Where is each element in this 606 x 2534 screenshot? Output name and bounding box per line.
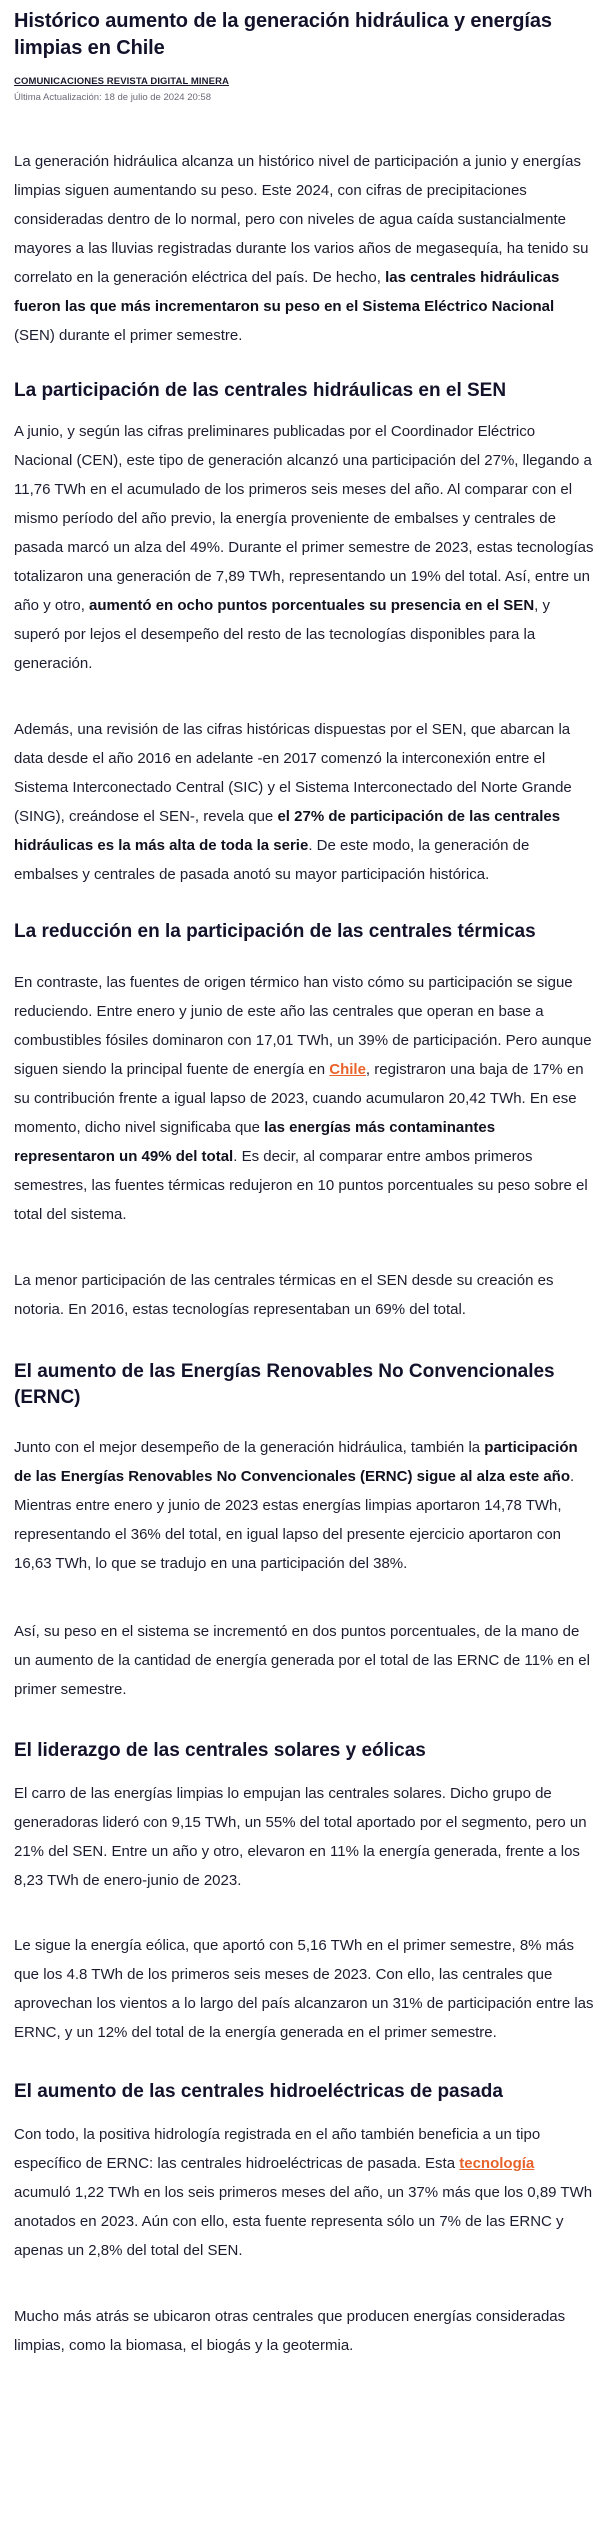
heading-pasada: El aumento de las centrales hidroeléctricas de pasada (14, 2081, 503, 2102)
author-link[interactable]: COMUNICACIONES REVISTA DIGITAL MINERA (14, 76, 229, 87)
last-updated-date: Última Actualización: 18 de julio de 2024 20:58 (14, 92, 211, 103)
text-run: A junio, y según las cifras preliminares publicadas por el Coordinador Eléctrico Nacional (CEN), este tipo de generación alcanzó una participación del 27%, llegando a 11,76 TWh en el acumulado de los primeros seis meses del año. Al comparar con el mismo período del año previo, la energía proveniente de embalses y centrales de pasada marcó un alza del 49%. Durante el primer semestre de 2023, estas tecnologías totalizaron una generación de 7,89 TWh, representando un 19% del total. Así, entre un año y otro, (14, 423, 594, 614)
bold-text: el 27% de participación de las centrales hidráulicas es la más alta de toda la serie (14, 808, 561, 854)
paragraph-ernc-peso: Así, su peso en el sistema se incrementó en dos puntos porcentuales, de la mano de un aumento de la cantidad de energía generada por el total de las ERNC de 11% en el primer semestre. (14, 1623, 590, 1698)
heading-ernc: El aumento de las Energías Renovables No Convencionales (ERNC) (14, 1361, 555, 1408)
paragraph-otras: Mucho más atrás se ubicaron otras centrales que producen energías consideradas limpias, como la biomasa, el biogás y la geotermia. (14, 2308, 566, 2354)
paragraph-eolica: Le sigue la energía eólica, que aportó con 5,16 TWh en el primer semestre, 8% más que los 4.8 TWh de los primeros seis meses de 2023. Con ello, las centrales que aprovechan los vientos a lo largo del país alcanzaron un 31% de participación entre las ERNC, y un 12% del total de la energía generada en el primer semestre. (14, 1937, 594, 2041)
text-run: , y superó por lejos el desempeño del resto de las tecnologías disponibles para la generación. (14, 597, 550, 672)
text-run: En contraste, las fuentes de origen térmico han visto cómo su participación se sigue reduciendo. Entre enero y junio de este año las centrales que operan en base a combustibles fósiles dominaron con 17,01 TWh, un 39% de participación. Pero aunque siguen siendo la principal fuente de energía en (14, 974, 592, 1078)
heading-solares-eolicas: El liderazgo de las centrales solares y eólicas (14, 1740, 426, 1761)
paragraph-ernc (14, 1433, 594, 1578)
bold-text: las energías más contaminantes representaron un 49% del total (14, 1119, 496, 1165)
paragraph-termicas-historia: La menor participación de las centrales térmicas en el SEN desde su creación es notoria. En 2016, estas tecnologías representaban un 69% del total. (14, 1272, 554, 1318)
text-run: , registraron una baja de 17% en su contribución frente a igual lapso de 2023, cuando acumularon 20,42 TWh. En ese momento, dicho nivel significaba que (14, 1061, 584, 1136)
text-run: Además, una revisión de las cifras históricas dispuestas por el SEN, que abarcan la data desde el año 2016 en adelante -en 2017 comenzó la interconexión entre el Sistema Interconectado Central (SIC) y el Sistema Interconectado del Norte Grande (SING), creándose el SEN-, revela que (14, 721, 572, 825)
paragraph-intro (14, 147, 594, 350)
chile-link[interactable]: Chile (329, 1061, 366, 1078)
text-run: . Es decir, al comparar entre ambos primeros semestres, las fuentes térmicas redujeron en 10 puntos porcentuales su peso sobre el total del sistema. (14, 1148, 588, 1223)
text-run: La generación hidráulica alcanza un histórico nivel de participación a junio y energías limpias siguen aumentando su peso. Este 2024, con cifras de precipitaciones consideradas dentro de lo normal, pero con niveles de agua caída sustancialmente mayores a las lluvias registradas durante los varios años de megasequía, ha tenido su correlato en la generación eléctrica del país. De hecho, (14, 153, 589, 286)
paragraph-historico (14, 715, 594, 889)
heading-termicas: La reducción en la participación de las centrales térmicas (14, 921, 536, 942)
article-title: Histórico aumento de la generación hidráulica y energías limpias en Chile (14, 10, 552, 59)
text-run: Junto con el mejor desempeño de la generación hidráulica, también la (14, 1439, 485, 1456)
paragraph-solares: El carro de las energías limpias lo empujan las centrales solares. Dicho grupo de generadoras lideró con 9,15 TWh, un 55% del total aportado por el segmento, pero un 21% del SEN. Entre un año y otro, elevaron en 11% la energía generada, frente a los 8,23 TWh de enero-junio de 2023. (14, 1785, 587, 1889)
text-run: . Mientras entre enero y junio de 2023 estas energías limpias aportaron 14,78 TWh, representando el 36% del total, en igual lapso del presente ejercicio aportaron con 16,63 TWh, lo que se tradujo en una participación del 38%. (14, 1468, 575, 1572)
bold-text: participación de las Energías Renovables No Convencionales (ERNC) sigue al alza este año (14, 1439, 578, 1485)
tecnologia-link[interactable]: tecnología (459, 2155, 535, 2172)
bold-text: las centrales hidráulicas fueron las que más incrementaron su peso en el Sistema Eléctrico Nacional (14, 269, 560, 315)
text-run: . De este modo, la generación de embalses y centrales de pasada anotó su mayor participación histórica. (14, 837, 530, 883)
paragraph-pasada (14, 2120, 594, 2265)
text-run: Con todo, la positiva hidrología registrada en el año también beneficia a un tipo específico de ERNC: las centrales hidroeléctricas de pasada. Esta (14, 2126, 541, 2172)
text-run: (SEN) durante el primer semestre. (14, 327, 243, 344)
bold-text: aumentó en ocho puntos porcentuales su presencia en el SEN (89, 597, 535, 614)
paragraph-termicas (14, 968, 594, 1229)
heading-hidraulicas-sen: La participación de las centrales hidráulicas en el SEN (14, 380, 507, 401)
text-run: acumuló 1,22 TWh en los seis primeros meses del año, un 37% más que los 0,89 TWh anotados en 2023. Aún con ello, esta fuente representa sólo un 7% de las ERNC y apenas un 2,8% del total del SEN. (14, 2184, 593, 2259)
paragraph-hidraulicas (14, 417, 594, 678)
